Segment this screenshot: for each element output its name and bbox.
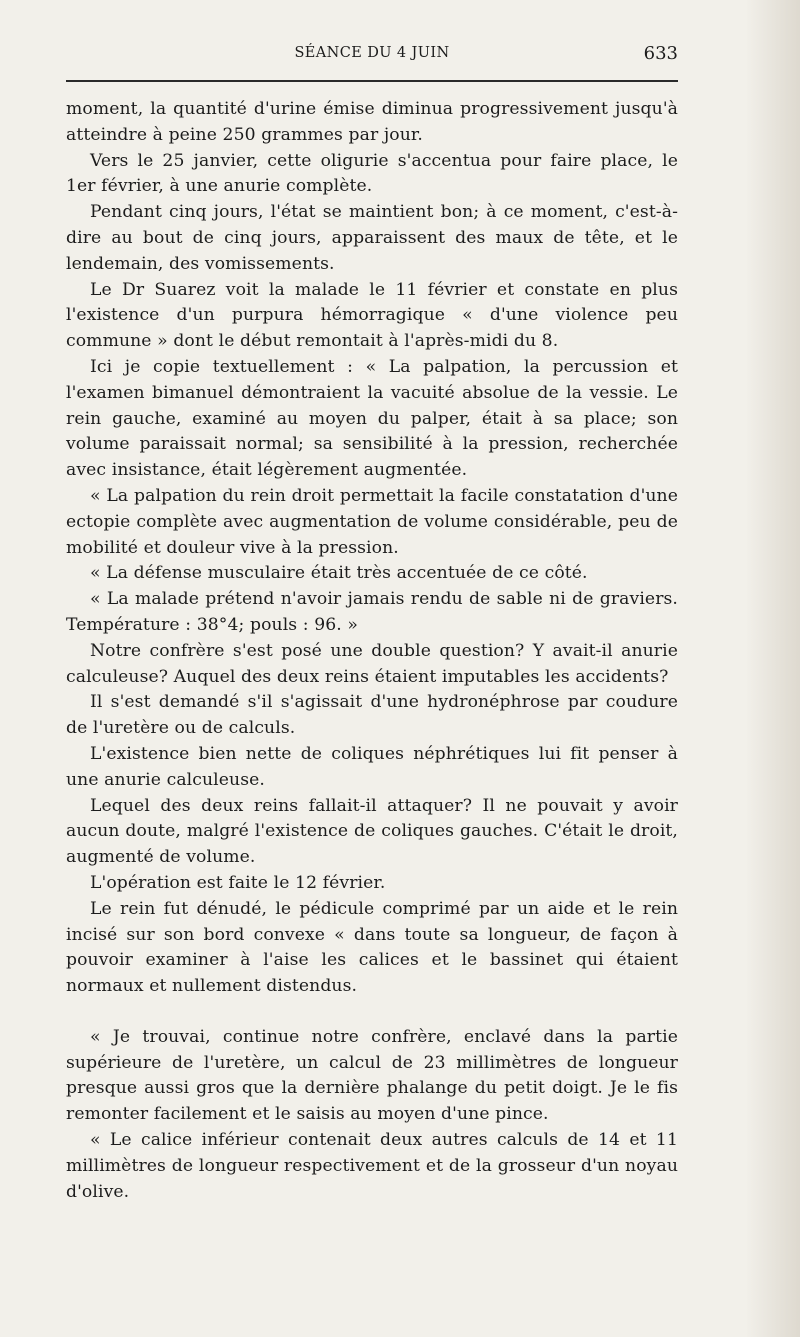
paragraph: Ici je copie textuellement : « La palpation, la percussion et l'examen bimanuel démontraient la vacuité absolue de la vessie. Le rein gauche, examiné au moyen du palper, était à sa place; son volume paraissait normal; sa sensibilité à la pression, recherchée avec insistance, était légèrement augmentée. xyxy=(66,356,678,481)
paragraph: Il s'est demandé s'il s'agissait d'une hydronéphrose par coudure de l'uretère ou de calculs. xyxy=(66,692,678,739)
paragraph: « La défense musculaire était très accentuée de ce côté. xyxy=(90,563,588,584)
page-header xyxy=(66,45,678,69)
paragraph: Le rein fut dénudé, le pédicule comprimé par un aide et le rein incisé sur son bord convexe « dans toute sa longueur, de façon à pouvoir examiner à l'aise les calices et le bassinet qui étaient normaux et nullement distendus. xyxy=(66,898,678,997)
paragraph: « Le calice inférieur contenait deux autres calculs de 14 et 11 millimètres de longueur respectivement et de la grosseur d'un noyau d'olive. xyxy=(66,1130,678,1202)
body-text xyxy=(66,97,678,1205)
paragraph: Lequel des deux reins fallait-il attaquer? Il ne pouvait y avoir aucun doute, malgré l'existence de coliques gauches. C'était le droit, augmenté de volume. xyxy=(66,795,678,868)
paragraph: « Je trouvai, continue notre confrère, enclavé dans la partie supérieure de l'uretère, un calcul de 23 millimètres de longueur presque aussi gros que la dernière phalange du petit doigt. Je le fis remonter facilement et le saisis au moyen d'une pince. xyxy=(66,1026,678,1125)
page-edge-shading xyxy=(745,0,800,1337)
paragraph: « La malade prétend n'avoir jamais rendu de sable ni de graviers. Température : 38°4; pouls : 96. » xyxy=(66,589,678,635)
running-head: SÉANCE DU 4 JUIN xyxy=(294,45,450,61)
paragraph: moment, la quantité d'urine émise diminua progressivement jusqu'à atteindre à peine 250 grammes par jour. xyxy=(66,99,678,145)
page-number: 633 xyxy=(643,43,678,64)
paragraph: « La palpation du rein droit permettait la facile constatation d'une ectopie complète avec augmentation de volume considérable, peu de mobilité et douleur vive à la pression. xyxy=(66,485,678,558)
paragraph: L'existence bien nette de coliques néphrétiques lui fit penser à une anurie calculeuse. xyxy=(66,743,678,790)
paragraph: Vers le 25 janvier, cette oligurie s'accentua pour faire place, le 1er février, à une anurie complète. xyxy=(66,150,678,197)
paragraph: Le Dr Suarez voit la malade le 11 février et constate en plus l'existence d'un purpura hémorragique « d'une violence peu commune » dont le début remontait à l'après-midi du 8. xyxy=(66,279,678,352)
paragraph: Pendant cinq jours, l'état se maintient bon; à ce moment, c'est-à-dire au bout de cinq jours, apparaissent des maux de tête, et le lendemain, des vomissements. xyxy=(66,202,678,274)
header-rule xyxy=(66,80,678,82)
paragraph: L'opération est faite le 12 février. xyxy=(90,872,386,893)
paragraph: Notre confrère s'est posé une double question? Y avait-il anurie calculeuse? Auquel des deux reins étaient imputables les accidents? xyxy=(66,640,678,687)
